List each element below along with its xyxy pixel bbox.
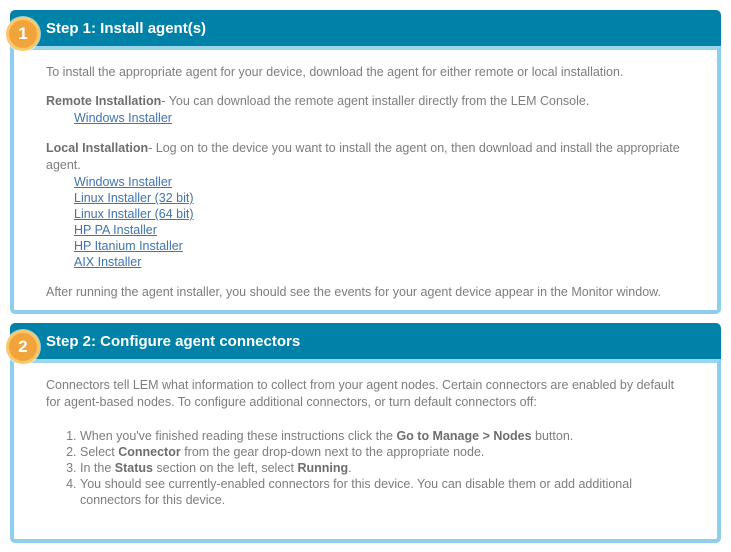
- instruction-4-text: You should see currently-enabled connectors for this device. You can disable them or add additional connectors for this device.: [80, 477, 632, 507]
- instruction-3-text: In the: [80, 461, 115, 475]
- step1-panel: [10, 10, 721, 314]
- step2-number-badge: 2: [6, 330, 40, 364]
- instruction-item-2: [80, 444, 689, 460]
- instruction-2-post: from the gear drop-down next to the appropriate node.: [180, 445, 485, 459]
- step1-title: Step 1: Install agent(s): [46, 19, 207, 37]
- hp-pa-installer-link[interactable]: HP PA Installer: [74, 223, 157, 237]
- instruction-3-post: .: [348, 461, 352, 475]
- linux-32bit-installer-link[interactable]: Linux Installer (32 bit): [74, 191, 194, 205]
- remote-installation-text: - You can download the remote agent installer directly from the LEM Console.: [161, 94, 590, 108]
- step2-panel: [10, 323, 721, 543]
- step2-intro-text: Connectors tell LEM what information to collect from your agent nodes. Certain connectors are enabled by default for agent-based nodes. To configure additional connectors, or turn default connectors off:: [46, 378, 675, 409]
- instruction-1-post: button.: [531, 429, 574, 443]
- instruction-3-bold2: Running: [297, 461, 349, 475]
- instruction-item-1: [80, 428, 689, 444]
- step1-number-badge: 1: [6, 17, 40, 51]
- step2-title: Step 2: Configure agent connectors: [46, 332, 301, 350]
- instruction-2-bold: Connector: [118, 445, 181, 459]
- instruction-3-mid: section on the left, select: [152, 461, 298, 475]
- remote-installation-label: Remote Installation: [46, 94, 162, 108]
- linux-64bit-installer-link[interactable]: Linux Installer (64 bit): [74, 207, 194, 221]
- local-windows-installer-link[interactable]: Windows Installer: [74, 175, 172, 189]
- instruction-2-text: Select: [80, 445, 119, 459]
- remote-windows-installer-link[interactable]: Windows Installer: [74, 111, 172, 125]
- step2-body: [10, 359, 721, 543]
- step1-outro-text: After running the agent installer, you should see the events for your agent device appear in the Monitor window.: [46, 285, 661, 299]
- instruction-3-bold: Status: [114, 461, 153, 475]
- instruction-item-3: [80, 460, 689, 476]
- aix-installer-link[interactable]: AIX Installer: [74, 255, 142, 269]
- local-installation-text: - Log on to the device you want to install the agent on, then download and install the appropriate agent.: [46, 141, 680, 172]
- instruction-1-text: When you've finished reading these instructions click the: [80, 429, 397, 443]
- local-installation-line: [46, 140, 689, 174]
- hp-itanium-installer-link[interactable]: HP Itanium Installer: [74, 239, 183, 253]
- instruction-item-4: [80, 476, 689, 508]
- local-installation-label: Local Installation: [46, 141, 149, 155]
- step1-body: [10, 46, 721, 314]
- step1-header: [10, 10, 721, 46]
- step1-intro-text: To install the appropriate agent for your device, download the agent for either remote or local installation.: [46, 65, 624, 79]
- remote-installation-line: [46, 93, 689, 110]
- instruction-1-bold: Go to Manage > Nodes: [396, 429, 532, 443]
- step2-instruction-list: [46, 428, 689, 508]
- step2-header: [10, 323, 721, 359]
- remote-installer-links: [74, 110, 689, 126]
- local-installer-links: [74, 174, 689, 270]
